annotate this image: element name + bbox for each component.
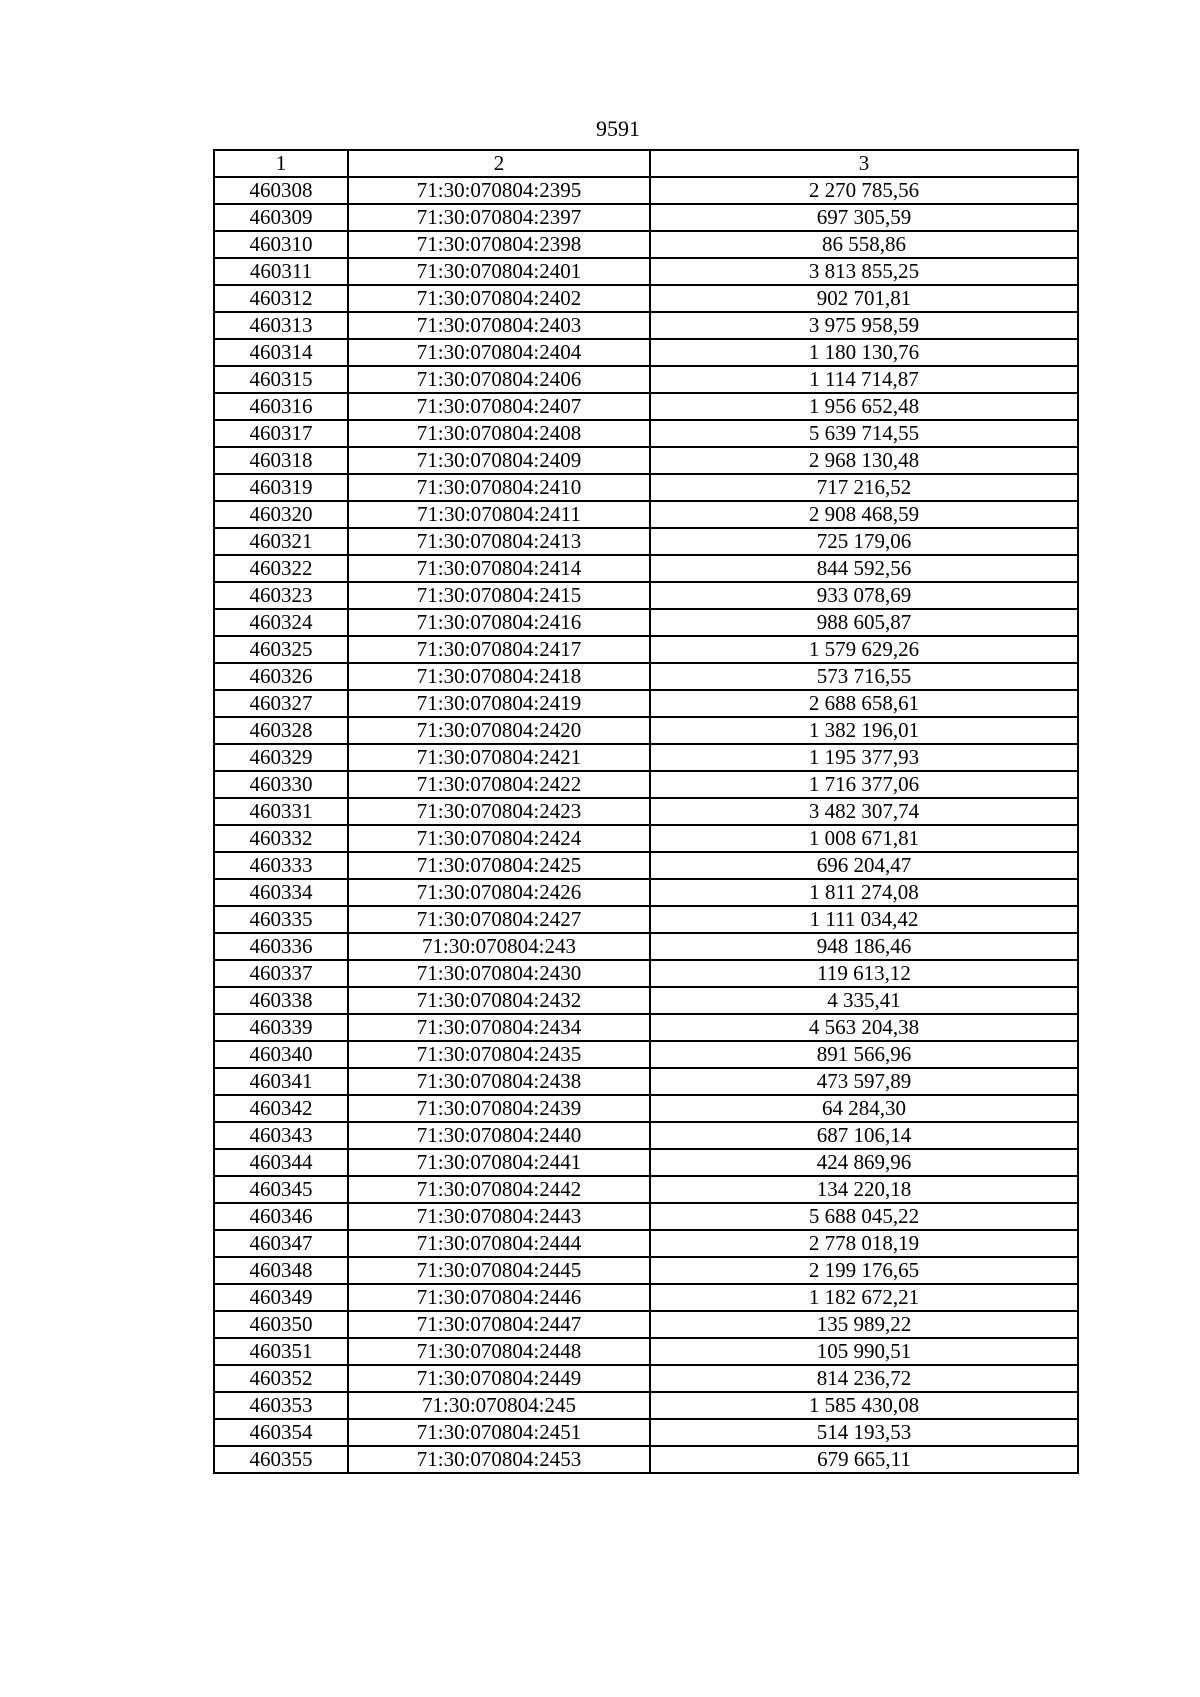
table-row bbox=[214, 717, 1078, 744]
cadastral-number-cell: 71:30:070804:2430 bbox=[348, 960, 650, 987]
value-cell: 1 114 714,87 bbox=[650, 366, 1078, 393]
cadastral-number-cell: 71:30:070804:2423 bbox=[348, 798, 650, 825]
cadastral-number-cell: 71:30:070804:2407 bbox=[348, 393, 650, 420]
table-row bbox=[214, 663, 1078, 690]
value-cell: 119 613,12 bbox=[650, 960, 1078, 987]
cadastral-number-cell: 71:30:070804:2395 bbox=[348, 177, 650, 204]
value-cell: 86 558,86 bbox=[650, 231, 1078, 258]
column-header-2: 2 bbox=[348, 150, 650, 177]
row-number-cell: 460349 bbox=[214, 1284, 348, 1311]
row-number-cell: 460315 bbox=[214, 366, 348, 393]
cadastral-number-cell: 71:30:070804:2443 bbox=[348, 1203, 650, 1230]
cadastral-number-cell: 71:30:070804:2420 bbox=[348, 717, 650, 744]
row-number-cell: 460329 bbox=[214, 744, 348, 771]
row-number-cell: 460322 bbox=[214, 555, 348, 582]
value-cell: 1 008 671,81 bbox=[650, 825, 1078, 852]
row-number-cell: 460332 bbox=[214, 825, 348, 852]
cadastral-number-cell: 71:30:070804:2401 bbox=[348, 258, 650, 285]
table-row bbox=[214, 1122, 1078, 1149]
value-cell: 135 989,22 bbox=[650, 1311, 1078, 1338]
row-number-cell: 460347 bbox=[214, 1230, 348, 1257]
row-number-cell: 460335 bbox=[214, 906, 348, 933]
cadastral-number-cell: 71:30:070804:2438 bbox=[348, 1068, 650, 1095]
table-row bbox=[214, 258, 1078, 285]
table-row bbox=[214, 1176, 1078, 1203]
table-row bbox=[214, 1284, 1078, 1311]
cadastral-number-cell: 71:30:070804:2398 bbox=[348, 231, 650, 258]
table-body bbox=[214, 177, 1078, 1473]
cadastral-number-cell: 71:30:070804:2416 bbox=[348, 609, 650, 636]
cadastral-number-cell: 71:30:070804:2432 bbox=[348, 987, 650, 1014]
page-number: 9591 bbox=[596, 116, 640, 141]
row-number-cell: 460330 bbox=[214, 771, 348, 798]
row-number-cell: 460345 bbox=[214, 1176, 348, 1203]
table-row bbox=[214, 474, 1078, 501]
table-row bbox=[214, 609, 1078, 636]
cadastral-number-cell: 71:30:070804:2413 bbox=[348, 528, 650, 555]
value-cell: 679 665,11 bbox=[650, 1446, 1078, 1473]
cadastral-number-cell: 71:30:070804:2422 bbox=[348, 771, 650, 798]
cadastral-number-cell: 71:30:070804:243 bbox=[348, 933, 650, 960]
table-row bbox=[214, 960, 1078, 987]
table-row bbox=[214, 825, 1078, 852]
table-row bbox=[214, 366, 1078, 393]
cadastral-number-cell: 71:30:070804:2444 bbox=[348, 1230, 650, 1257]
cadastral-number-cell: 71:30:070804:2451 bbox=[348, 1419, 650, 1446]
row-number-cell: 460353 bbox=[214, 1392, 348, 1419]
cadastral-number-cell: 71:30:070804:245 bbox=[348, 1392, 650, 1419]
value-cell: 696 204,47 bbox=[650, 852, 1078, 879]
value-cell: 988 605,87 bbox=[650, 609, 1078, 636]
cadastral-number-cell: 71:30:070804:2435 bbox=[348, 1041, 650, 1068]
table-row bbox=[214, 933, 1078, 960]
value-cell: 933 078,69 bbox=[650, 582, 1078, 609]
value-cell: 2 778 018,19 bbox=[650, 1230, 1078, 1257]
value-cell: 697 305,59 bbox=[650, 204, 1078, 231]
table-row bbox=[214, 879, 1078, 906]
value-cell: 902 701,81 bbox=[650, 285, 1078, 312]
table-row bbox=[214, 1041, 1078, 1068]
table-row bbox=[214, 204, 1078, 231]
row-number-cell: 460348 bbox=[214, 1257, 348, 1284]
table-row bbox=[214, 555, 1078, 582]
row-number-cell: 460314 bbox=[214, 339, 348, 366]
cadastral-number-cell: 71:30:070804:2414 bbox=[348, 555, 650, 582]
value-cell: 1 111 034,42 bbox=[650, 906, 1078, 933]
table-row bbox=[214, 798, 1078, 825]
row-number-cell: 460346 bbox=[214, 1203, 348, 1230]
registry-table bbox=[213, 149, 1079, 1474]
row-number-cell: 460339 bbox=[214, 1014, 348, 1041]
table-row bbox=[214, 339, 1078, 366]
table-row bbox=[214, 1095, 1078, 1122]
table-row bbox=[214, 1068, 1078, 1095]
value-cell: 1 585 430,08 bbox=[650, 1392, 1078, 1419]
table-row bbox=[214, 1014, 1078, 1041]
row-number-cell: 460328 bbox=[214, 717, 348, 744]
cadastral-number-cell: 71:30:070804:2439 bbox=[348, 1095, 650, 1122]
table-row bbox=[214, 744, 1078, 771]
value-cell: 424 869,96 bbox=[650, 1149, 1078, 1176]
cadastral-number-cell: 71:30:070804:2403 bbox=[348, 312, 650, 339]
row-number-cell: 460317 bbox=[214, 420, 348, 447]
cadastral-number-cell: 71:30:070804:2434 bbox=[348, 1014, 650, 1041]
value-cell: 717 216,52 bbox=[650, 474, 1078, 501]
row-number-cell: 460355 bbox=[214, 1446, 348, 1473]
value-cell: 3 482 307,74 bbox=[650, 798, 1078, 825]
value-cell: 687 106,14 bbox=[650, 1122, 1078, 1149]
value-cell: 4 335,41 bbox=[650, 987, 1078, 1014]
cadastral-number-cell: 71:30:070804:2421 bbox=[348, 744, 650, 771]
value-cell: 891 566,96 bbox=[650, 1041, 1078, 1068]
value-cell: 4 563 204,38 bbox=[650, 1014, 1078, 1041]
cadastral-number-cell: 71:30:070804:2411 bbox=[348, 501, 650, 528]
cadastral-number-cell: 71:30:070804:2447 bbox=[348, 1311, 650, 1338]
cadastral-number-cell: 71:30:070804:2446 bbox=[348, 1284, 650, 1311]
value-cell: 5 688 045,22 bbox=[650, 1203, 1078, 1230]
row-number-cell: 460340 bbox=[214, 1041, 348, 1068]
value-cell: 514 193,53 bbox=[650, 1419, 1078, 1446]
row-number-cell: 460323 bbox=[214, 582, 348, 609]
value-cell: 725 179,06 bbox=[650, 528, 1078, 555]
table-row bbox=[214, 1446, 1078, 1473]
cadastral-number-cell: 71:30:070804:2415 bbox=[348, 582, 650, 609]
cadastral-number-cell: 71:30:070804:2449 bbox=[348, 1365, 650, 1392]
row-number-cell: 460352 bbox=[214, 1365, 348, 1392]
cadastral-number-cell: 71:30:070804:2402 bbox=[348, 285, 650, 312]
row-number-cell: 460320 bbox=[214, 501, 348, 528]
table-row bbox=[214, 231, 1078, 258]
row-number-cell: 460333 bbox=[214, 852, 348, 879]
value-cell: 2 270 785,56 bbox=[650, 177, 1078, 204]
cadastral-number-cell: 71:30:070804:2418 bbox=[348, 663, 650, 690]
value-cell: 2 908 468,59 bbox=[650, 501, 1078, 528]
row-number-cell: 460324 bbox=[214, 609, 348, 636]
table-row bbox=[214, 1230, 1078, 1257]
row-number-cell: 460309 bbox=[214, 204, 348, 231]
cadastral-number-cell: 71:30:070804:2440 bbox=[348, 1122, 650, 1149]
table-row bbox=[214, 393, 1078, 420]
cadastral-number-cell: 71:30:070804:2408 bbox=[348, 420, 650, 447]
row-number-cell: 460341 bbox=[214, 1068, 348, 1095]
value-cell: 1 579 629,26 bbox=[650, 636, 1078, 663]
value-cell: 473 597,89 bbox=[650, 1068, 1078, 1095]
row-number-cell: 460342 bbox=[214, 1095, 348, 1122]
table-row bbox=[214, 1257, 1078, 1284]
cadastral-number-cell: 71:30:070804:2397 bbox=[348, 204, 650, 231]
table-row bbox=[214, 1149, 1078, 1176]
cadastral-number-cell: 71:30:070804:2448 bbox=[348, 1338, 650, 1365]
row-number-cell: 460316 bbox=[214, 393, 348, 420]
table-row bbox=[214, 420, 1078, 447]
cadastral-number-cell: 71:30:070804:2409 bbox=[348, 447, 650, 474]
value-cell: 5 639 714,55 bbox=[650, 420, 1078, 447]
table-row bbox=[214, 582, 1078, 609]
cadastral-number-cell: 71:30:070804:2453 bbox=[348, 1446, 650, 1473]
table-row bbox=[214, 1203, 1078, 1230]
table-row bbox=[214, 906, 1078, 933]
table-row bbox=[214, 285, 1078, 312]
row-number-cell: 460337 bbox=[214, 960, 348, 987]
value-cell: 1 382 196,01 bbox=[650, 717, 1078, 744]
value-cell: 1 716 377,06 bbox=[650, 771, 1078, 798]
cadastral-number-cell: 71:30:070804:2410 bbox=[348, 474, 650, 501]
table-row bbox=[214, 177, 1078, 204]
table-row bbox=[214, 312, 1078, 339]
value-cell: 1 195 377,93 bbox=[650, 744, 1078, 771]
value-cell: 64 284,30 bbox=[650, 1095, 1078, 1122]
row-number-cell: 460325 bbox=[214, 636, 348, 663]
row-number-cell: 460354 bbox=[214, 1419, 348, 1446]
cadastral-number-cell: 71:30:070804:2445 bbox=[348, 1257, 650, 1284]
row-number-cell: 460312 bbox=[214, 285, 348, 312]
row-number-cell: 460319 bbox=[214, 474, 348, 501]
value-cell: 1 811 274,08 bbox=[650, 879, 1078, 906]
row-number-cell: 460313 bbox=[214, 312, 348, 339]
row-number-cell: 460338 bbox=[214, 987, 348, 1014]
cadastral-number-cell: 71:30:070804:2426 bbox=[348, 879, 650, 906]
header-row bbox=[214, 150, 1078, 177]
cadastral-number-cell: 71:30:070804:2424 bbox=[348, 825, 650, 852]
row-number-cell: 460351 bbox=[214, 1338, 348, 1365]
table-row bbox=[214, 636, 1078, 663]
row-number-cell: 460344 bbox=[214, 1149, 348, 1176]
row-number-cell: 460326 bbox=[214, 663, 348, 690]
value-cell: 1 180 130,76 bbox=[650, 339, 1078, 366]
row-number-cell: 460350 bbox=[214, 1311, 348, 1338]
table-row bbox=[214, 852, 1078, 879]
value-cell: 2 968 130,48 bbox=[650, 447, 1078, 474]
table-row bbox=[214, 501, 1078, 528]
column-header-3: 3 bbox=[650, 150, 1078, 177]
cadastral-number-cell: 71:30:070804:2427 bbox=[348, 906, 650, 933]
row-number-cell: 460308 bbox=[214, 177, 348, 204]
cadastral-number-cell: 71:30:070804:2441 bbox=[348, 1149, 650, 1176]
row-number-cell: 460318 bbox=[214, 447, 348, 474]
value-cell: 573 716,55 bbox=[650, 663, 1078, 690]
value-cell: 2 688 658,61 bbox=[650, 690, 1078, 717]
table-row bbox=[214, 1365, 1078, 1392]
table-header bbox=[214, 150, 1078, 177]
row-number-cell: 460311 bbox=[214, 258, 348, 285]
cadastral-number-cell: 71:30:070804:2406 bbox=[348, 366, 650, 393]
cadastral-number-cell: 71:30:070804:2425 bbox=[348, 852, 650, 879]
value-cell: 814 236,72 bbox=[650, 1365, 1078, 1392]
value-cell: 948 186,46 bbox=[650, 933, 1078, 960]
value-cell: 844 592,56 bbox=[650, 555, 1078, 582]
row-number-cell: 460334 bbox=[214, 879, 348, 906]
table-row bbox=[214, 1392, 1078, 1419]
table-row bbox=[214, 987, 1078, 1014]
value-cell: 134 220,18 bbox=[650, 1176, 1078, 1203]
value-cell: 1 956 652,48 bbox=[650, 393, 1078, 420]
value-cell: 105 990,51 bbox=[650, 1338, 1078, 1365]
row-number-cell: 460343 bbox=[214, 1122, 348, 1149]
table-row bbox=[214, 528, 1078, 555]
column-header-1: 1 bbox=[214, 150, 348, 177]
cadastral-number-cell: 71:30:070804:2419 bbox=[348, 690, 650, 717]
cadastral-number-cell: 71:30:070804:2417 bbox=[348, 636, 650, 663]
row-number-cell: 460310 bbox=[214, 231, 348, 258]
table-row bbox=[214, 1311, 1078, 1338]
row-number-cell: 460331 bbox=[214, 798, 348, 825]
value-cell: 2 199 176,65 bbox=[650, 1257, 1078, 1284]
value-cell: 1 182 672,21 bbox=[650, 1284, 1078, 1311]
row-number-cell: 460321 bbox=[214, 528, 348, 555]
table-row bbox=[214, 771, 1078, 798]
cadastral-number-cell: 71:30:070804:2404 bbox=[348, 339, 650, 366]
row-number-cell: 460336 bbox=[214, 933, 348, 960]
cadastral-number-cell: 71:30:070804:2442 bbox=[348, 1176, 650, 1203]
table-row bbox=[214, 1419, 1078, 1446]
value-cell: 3 813 855,25 bbox=[650, 258, 1078, 285]
value-cell: 3 975 958,59 bbox=[650, 312, 1078, 339]
table-row bbox=[214, 447, 1078, 474]
table-row bbox=[214, 690, 1078, 717]
table-row bbox=[214, 1338, 1078, 1365]
row-number-cell: 460327 bbox=[214, 690, 348, 717]
